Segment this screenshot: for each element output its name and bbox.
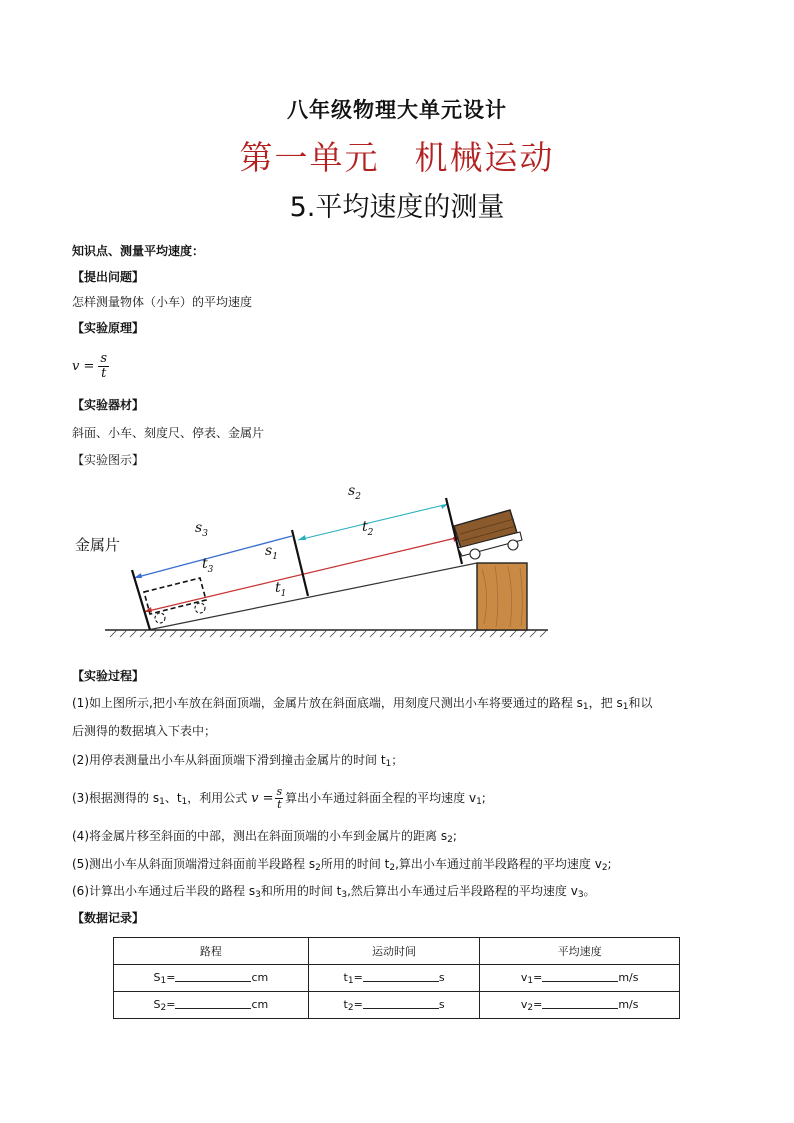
- step-3-formula-fraction: $\frac{s}{t}$: [276, 785, 283, 811]
- cart-wheel-right: [508, 540, 518, 550]
- step-6: (6)计算出小车通过后半段的路程 s3和所用的时间 t3,然后算出小车通过后半段路程的平均速度 v3。: [72, 884, 596, 900]
- s1-label: $s_1$: [265, 543, 278, 562]
- metal-plate: [132, 570, 150, 630]
- step-1-line-1: (1)如上图所示,把小车放在斜面顶端，金属片放在斜面底端，用刻度尺测出小车将要通过的路程 s1，把 s1和以: [72, 696, 653, 712]
- table-row: [114, 992, 680, 1019]
- table-cell-distance: S2= cm: [114, 992, 309, 1019]
- ground-hatch: [110, 630, 547, 637]
- dashed-cart: [144, 578, 206, 614]
- table-cell-speed: v2= m/s: [480, 992, 680, 1019]
- table-cell-time: t2= s: [308, 992, 480, 1019]
- table-header-distance: 路程: [114, 938, 309, 965]
- blank-field[interactable]: [363, 997, 439, 1009]
- principle-heading: 【实验原理】: [72, 321, 145, 335]
- table-cell-time: t1= s: [308, 965, 480, 992]
- s2-label: $s_2$: [348, 483, 361, 502]
- question-text: 怎样测量物体（小车）的平均速度: [72, 295, 253, 309]
- metal-label: 金属片: [75, 537, 121, 554]
- t2-label: $t_2$: [362, 519, 374, 538]
- unit-title: 第一单元 机械运动: [239, 138, 555, 177]
- table-cell-distance: S1= cm: [114, 965, 309, 992]
- blank-field[interactable]: [175, 997, 251, 1009]
- step-5: (5)测出小车从斜面顶端滑过斜面前半段路程 s2所用的时间 t2,算出小车通过前半段路程的平均速度 v2;: [72, 857, 612, 873]
- formula-numerator: s: [100, 351, 108, 366]
- blank-field[interactable]: [175, 970, 251, 982]
- blank-field[interactable]: [542, 997, 618, 1009]
- experiment-diagram: [70, 474, 570, 639]
- data-heading: 【数据记录】: [72, 911, 145, 925]
- table-row: [114, 965, 680, 992]
- t1-label: $t_1$: [275, 580, 287, 599]
- formula-fraction: [98, 352, 109, 381]
- blank-field[interactable]: [542, 970, 618, 982]
- equipment-text: 斜面、小车、刻度尺、停表、金属片: [72, 426, 265, 440]
- table-cell-speed: v1= m/s: [480, 965, 680, 992]
- step-4: (4)将金属片移至斜面的中部，测出在斜面顶端的小车到金属片的距离 s2;: [72, 829, 457, 845]
- step-3: (3)根据测得的 s1、t1，利用公式 v = $\frac{s}{t}$ 算出小车通过斜面全程的平均速度 v1;: [72, 785, 486, 811]
- diagram-heading: 【实验图示】: [72, 453, 145, 467]
- speed-formula: [72, 352, 109, 381]
- table-header-row: [114, 938, 680, 965]
- cart-wheel-left: [470, 549, 480, 559]
- blank-field[interactable]: [363, 970, 439, 982]
- data-table: [113, 937, 680, 1019]
- formula-lhs: v =: [72, 359, 95, 374]
- formula-denominator: t: [101, 366, 107, 381]
- equipment-heading: 【实验器材】: [72, 398, 145, 412]
- step-2: (2)用停表测量出小车从斜面顶端下滑到撞击金属片的时间 t1；: [72, 753, 404, 769]
- dashed-wheel-right: [195, 603, 205, 613]
- incline-surface: [148, 563, 477, 630]
- question-heading: 【提出问题】: [72, 270, 145, 284]
- knowledge-point: 知识点、测量平均速度：: [72, 244, 205, 258]
- step-3-formula-lhs: v =: [251, 791, 274, 806]
- process-heading: 【实验过程】: [72, 669, 145, 683]
- dashed-wheel-left: [155, 613, 165, 623]
- s2-arrow-left: [298, 535, 306, 540]
- lesson-title: 5.平均速度的测量: [289, 192, 505, 223]
- table-header-speed: 平均速度: [480, 938, 680, 965]
- table-header-time: 运动时间: [308, 938, 480, 965]
- main-title: 八年级物理大单元设计: [287, 98, 507, 122]
- s3-label: $s_3$: [195, 520, 208, 539]
- step-1-line-2: 后测得的数据填入下表中；: [72, 724, 217, 738]
- t3-label: $t_3$: [202, 556, 214, 575]
